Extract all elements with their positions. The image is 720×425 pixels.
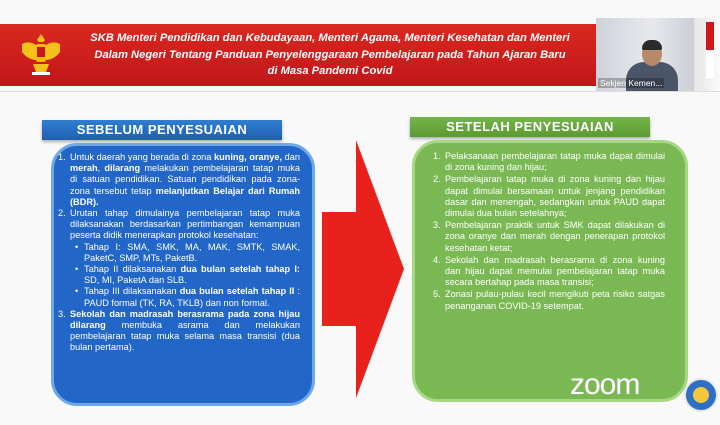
list-item: 5. Zonasi pulau-pulau kecil mengikuti peta risiko satgas penanganan COVID-19 setempat. — [433, 289, 665, 311]
after-header: SETELAH PENYESUAIAN — [410, 117, 650, 137]
zoom-watermark: zoom — [570, 368, 640, 401]
participant-video-thumbnail[interactable] — [596, 18, 720, 92]
list-item: 3. Sekolah dan madrasah berasrama pada zona hijau dilarang membuka asrama dan melakukan pembelajaran tatap muka selama masa transisi (dua bulan pertama). — [58, 308, 300, 353]
garuda-emblem-icon — [18, 30, 64, 78]
list-item: 1. Pelaksanaan pembelajaran tatap muka dapat dimulai di zona kuning dan hijau; — [433, 151, 665, 173]
list-item: • Tahap II dilaksanakan dua bulan setelah tahap I: SD, MI, PaketA dan SLB. — [75, 264, 300, 286]
before-header: SEBELUM PENYESUAIAN — [42, 120, 282, 140]
right-arrow-icon — [322, 140, 404, 398]
list-item: • Tahap III dilaksanakan dua bulan setelah tahap II : PAUD formal (TK, RA, TKLB) dan non formal. — [75, 286, 300, 308]
flag-icon — [706, 22, 714, 78]
list-item: 4. Sekolah dan madrasah berasrama di zona kuning dan hijau dapat memulai pembelajaran tatap muka secara bertahap pada masa transisi; — [433, 254, 665, 288]
list-item: 2. Urutan tahap dimulainya pembelajaran tatap muka dilaksanakan berdasarkan pertimbangan kemampuan peserta didik menerapkan protokol kesehatan: • Tahap I: SMA, SMK, MA, MAK, SMTK, SMAK, PaketC, SMP, MTs, PaketB. • Tahap II dilaksanakan dua bulan setelah tahap I: SD, MI, PaketA dan SLB. • Tahap III dilaksanakan dua bulan setelah tahap II : PAUD formal (TK, RA, TKLB) dan non formal. — [58, 208, 300, 308]
after-panel — [412, 140, 688, 402]
after-list — [433, 151, 665, 313]
list-item: 2. Pembelajaran tatap muka di zona kuning dan hijau dapat dimulai bersamaan untuk jenjang pendidikan dasar dan menengah, sedangkan untuk PAUD dapat dimulai dua bulan setelahnya; — [433, 174, 665, 219]
stage-list — [70, 242, 300, 309]
list-item: 1. Untuk daerah yang berada di zona kuning, oranye, dan merah, dilarang melakukan pembelajaran tatap muka di satuan pendidikan. Satuan pendidikan pada zona-zona tersebut tetap melanjutkan Belajar dari Rumah (BDR). — [58, 152, 300, 207]
slide-title: SKB Menteri Pendidikan dan Kebudayaan, Menteri Agama, Menteri Kesehatan dan Menteri Dalam Negeri Tentang Panduan Penyelenggaraan Pembelajaran pada Tahun Ajaran Baru di Masa Pandemi Covid — [90, 32, 570, 77]
divider — [0, 91, 720, 92]
before-panel — [51, 143, 315, 406]
list-item: • Tahap I: SMA, SMK, MA, MAK, SMTK, SMAK, PaketC, SMP, MTs, PaketB. — [75, 241, 300, 263]
list-item: 3. Pembelajaran praktik untuk SMK dapat dilakukan di zona oranye dan merah dengan penerapan protokol kesehatan ketat; — [433, 220, 665, 253]
tut-wuri-handayani-logo-icon — [684, 378, 718, 412]
before-list — [58, 152, 300, 354]
participant-name-label: Sekjen Kemen... — [600, 78, 663, 88]
